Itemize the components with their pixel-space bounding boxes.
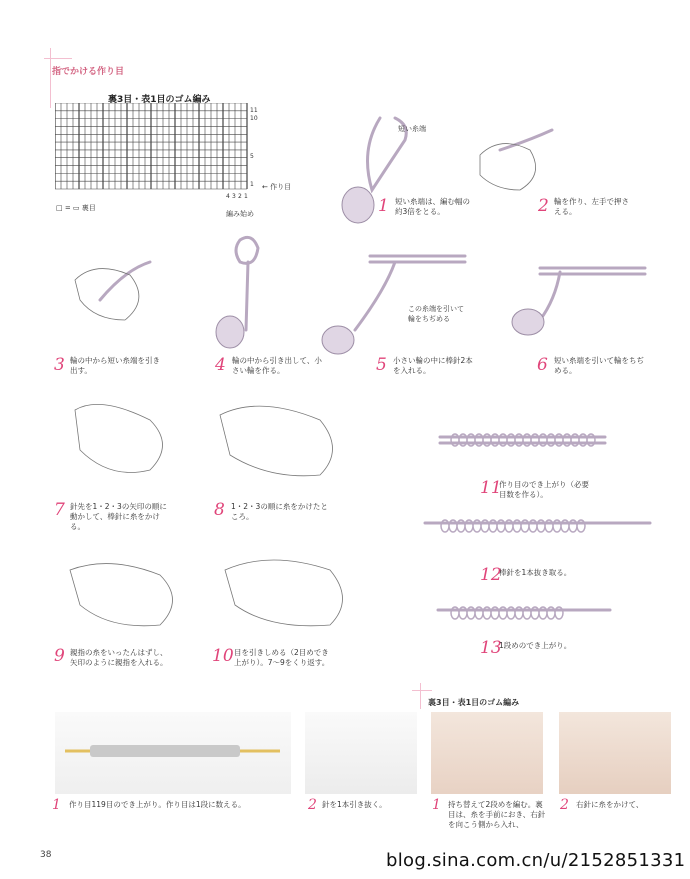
step-8-text: 1・2・3の順に糸をかけたところ。 [231, 502, 328, 521]
bottom-decor-line-h [412, 690, 432, 691]
step-11-num: 11 [480, 478, 502, 498]
step-10-num: 10 [212, 646, 234, 666]
photo-purl-2 [559, 712, 671, 794]
col-label-3: 3 [232, 193, 236, 200]
photo-step-4-text: 右針に糸をかけて、 [576, 800, 644, 809]
watermark: blog.sina.com.cn/u/2152851331 [386, 850, 686, 871]
row-label-1: 1 [250, 181, 254, 188]
photo-step-1-num: 1 [52, 797, 61, 813]
arrow-right-label: ← 作り目 [262, 183, 292, 191]
step-13-num: 13 [480, 638, 502, 658]
row-label-5: 5 [250, 153, 254, 160]
step-4-num: 4 [215, 355, 226, 375]
step-2-num: 2 [538, 196, 549, 216]
step-6-text: 短い糸端を引いて輪をちぢめる。 [554, 356, 644, 375]
step-13-text: 1段めのでき上がり。 [499, 641, 572, 650]
col-label-4: 4 [226, 193, 230, 200]
photo-step-1-text: 作り目119目のでき上がり。作り目は1段に数える。 [69, 800, 246, 809]
step-7-num: 7 [54, 500, 65, 520]
photo-pull-needle [305, 712, 417, 794]
step-3-num: 3 [54, 355, 65, 375]
step-11-text: 作り目のでき上がり（必要目数を作る）。 [499, 480, 589, 499]
step-9-num: 9 [54, 646, 65, 666]
row-label-10: 10 [250, 115, 258, 122]
photo-step-4-num: 2 [560, 797, 569, 813]
step-9-text: 親指の糸をいったんはずし、矢印のように親指を入れる。 [70, 648, 168, 667]
page-number: 38 [40, 850, 52, 860]
arrow-bottom-label: 編み始め [226, 210, 254, 218]
row-label-11: 11 [250, 107, 258, 114]
step-7-text: 針先を1・2・3の矢印の順に動かして、棒針に糸をかける。 [70, 502, 167, 531]
step-5-num: 5 [376, 355, 387, 375]
step-1-num: 1 [378, 196, 389, 216]
step-10-text: 目を引きしめる（2目めでき上がり）。7〜9をくり返す。 [234, 648, 330, 667]
chart-legend: □ = ▭ 裏目 [56, 204, 96, 212]
step-12-num: 12 [480, 565, 502, 585]
photo-step-3-num: 1 [432, 797, 441, 813]
step-5-text: 小さい輪の中に棒針2本を入れる。 [393, 356, 473, 375]
col-label-1: 1 [244, 193, 248, 200]
chart-title: 裏3目・表1目のゴム編み [108, 95, 211, 105]
photo-step-3-text: 持ち替えて2段めを編む。裏目は、糸を手前におき、右針を向こう側から入れ、 [448, 800, 546, 829]
bottom-decor-line [420, 683, 421, 709]
step-3-text: 輪の中から短い糸端を引き出す。 [70, 356, 160, 375]
photo-step-2-num: 2 [308, 797, 317, 813]
needle-photo-1 [65, 740, 280, 762]
step-6-num: 6 [537, 355, 548, 375]
bottom-subtitle: 裏3目・表1目のゴム編み [428, 698, 520, 707]
step-12-text: 棒針を1本抜き取る。 [499, 568, 572, 577]
col-label-2: 2 [238, 193, 242, 200]
step-5-note: この糸端を引いて輪をちぢめる [408, 305, 464, 323]
step-1-note: 短い糸端 [398, 125, 426, 133]
section-title: 指でかける作り目 [52, 67, 125, 77]
step-2-text: 輪を作り、左手で押さえる。 [554, 197, 629, 216]
photo-step-2-text: 針を1本引き抜く。 [322, 800, 387, 809]
photo-purl-1 [431, 712, 543, 794]
step-4-text: 輪の中から引き出して、小さい輪を作る。 [232, 356, 322, 375]
step-8-num: 8 [214, 500, 225, 520]
step-1-text: 短い糸端は、編む幅の約3倍をとる。 [395, 197, 470, 216]
